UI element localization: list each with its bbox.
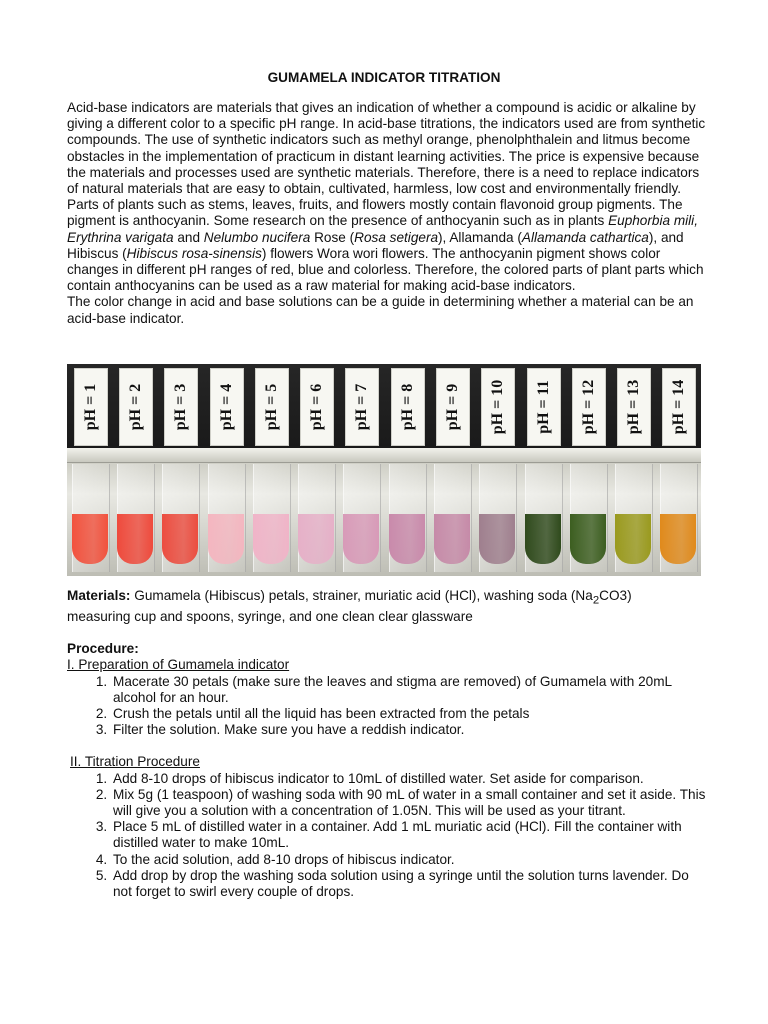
ph-tubes-photo <box>67 364 701 576</box>
ph-label: pH = 4 <box>217 383 235 431</box>
procedure-step: 5. Add drop by drop the washing soda solution using a syringe until the solution turns lavender. Do not forget to swirl every couple of drops. <box>111 868 707 900</box>
ph-label: pH = 7 <box>353 383 371 431</box>
species-name: Nelumbo nucifera <box>203 229 311 245</box>
test-tube <box>341 364 381 576</box>
tube-label <box>572 368 606 446</box>
procedure-step: 2. Mix 5g (1 teaspoon) of washing soda with 90 mL of water in a small container and set it aside. This will give you a solution with a concentration of 1.05N. This will be used as your titrant. <box>111 787 707 819</box>
tube-label <box>164 368 198 446</box>
materials-line-2: measuring cup and spoons, syringe, and one clean clear glassware <box>67 608 473 624</box>
species-name: Euphorbia mili, Erythrina varigata <box>67 213 698 245</box>
introduction <box>67 100 707 327</box>
tube-label <box>119 368 153 446</box>
procedure-step: 3. Filter the solution. Make sure you have a reddish indicator. <box>111 722 707 738</box>
tube-label <box>527 368 561 446</box>
tube-label <box>617 368 651 446</box>
materials-line <box>67 588 707 609</box>
test-tube <box>658 364 698 576</box>
test-tube <box>251 364 291 576</box>
intro-paragraph-3: The color change in acid and base solutions can be a guide in determining whether a material can be an acid-base indicator. <box>67 294 694 326</box>
tube-liquid <box>615 514 651 564</box>
test-tube <box>613 364 653 576</box>
intro-text: Rose ( <box>310 229 355 245</box>
intro-text: Parts of plants such as stems, leaves, fruits, and flowers mostly contain flavonoid group pigments. The pigment is anthocyanin. Some research on the presence of anthocyanin such as in plants <box>67 197 683 229</box>
tube-label <box>391 368 425 446</box>
tube-liquid <box>208 514 244 564</box>
test-tube <box>206 364 246 576</box>
materials-subscript: 2 <box>592 594 600 607</box>
tube-liquid <box>72 514 108 564</box>
test-tube <box>523 364 563 576</box>
ph-label: pH = 11 <box>534 380 552 434</box>
procedure-step: 1. Add 8-10 drops of hibiscus indicator to 10mL of distilled water. Set aside for comparison. <box>111 771 707 787</box>
procedure-step: 3. Place 5 mL of distilled water in a container. Add 1 mL muriatic acid (HCl). Fill the container with distilled water to make 10mL. <box>111 819 707 851</box>
ph-label: pH = 12 <box>579 379 597 435</box>
ph-label: pH = 2 <box>126 383 144 431</box>
intro-paragraph-2 <box>67 197 707 294</box>
test-tube <box>432 364 472 576</box>
test-tube <box>115 364 155 576</box>
spacer <box>67 625 707 641</box>
ph-label: pH = 6 <box>308 383 326 431</box>
species-name: Allamanda cathartica <box>521 229 649 245</box>
tube-liquid <box>253 514 289 564</box>
ph-label: pH = 9 <box>443 383 461 431</box>
preparation-steps <box>67 674 707 739</box>
tube-label <box>210 368 244 446</box>
materials-text: Gumamela (Hibiscus) petals, strainer, muriatic acid (HCl), washing soda (Na <box>130 588 593 603</box>
tube-label <box>74 368 108 446</box>
ph-label: pH = 1 <box>81 383 99 431</box>
test-tube <box>477 364 517 576</box>
test-tube <box>387 364 427 576</box>
test-tube <box>568 364 608 576</box>
materials-text: CO3) <box>599 588 632 603</box>
tube-label <box>255 368 289 446</box>
tube-liquid <box>660 514 696 564</box>
test-tube <box>296 364 336 576</box>
ph-label: pH = 10 <box>489 379 507 435</box>
procedure-label: Procedure: <box>67 641 139 657</box>
ph-label: pH = 3 <box>172 383 190 431</box>
titration-steps <box>67 771 707 901</box>
test-tube <box>70 364 110 576</box>
tube-liquid <box>570 514 606 564</box>
intro-text: ), Allamanda ( <box>438 229 522 245</box>
document-title: GUMAMELA INDICATOR TITRATION <box>267 70 501 85</box>
tube-liquid <box>298 514 334 564</box>
tube-liquid <box>117 514 153 564</box>
ph-label: pH = 14 <box>670 379 688 435</box>
tube-liquid <box>479 514 515 564</box>
procedure-step: 4. To the acid solution, add 8-10 drops of hibiscus indicator. <box>111 852 707 868</box>
tube-liquid <box>162 514 198 564</box>
spacer <box>67 738 707 754</box>
tube-liquid <box>525 514 561 564</box>
ph-label: pH = 5 <box>262 383 280 431</box>
intro-paragraph-1: Acid-base indicators are materials that gives an indication of whether a compound is acidic or alkaline by giving a different color to a specific pH range. In acid-base titrations, the indicators used are from synthetic compounds. The use of synthetic indicators such as methyl orange, phenolphthalein and litmus become obstacles in the implementation of practicum in distant learning activities. The price is expensive because the materials and processes used are synthetic materials. Therefore, there is a need to replace indicators of natural materials that are easy to obtain, cultivated, harmless, low cost and environmentally friendly. <box>67 100 706 197</box>
tube-label <box>481 368 515 446</box>
intro-text: ), and Hibiscus ( <box>67 229 684 261</box>
ph-label: pH = 8 <box>398 383 416 431</box>
species-name: Hibiscus rosa-sinensis <box>126 245 262 261</box>
section-heading-preparation: I. Preparation of Gumamela indicator <box>67 657 290 673</box>
tube-label <box>345 368 379 446</box>
intro-text: ) flowers Wora wori flowers. The anthocyanin pigment shows color changes in different pH ranges of red, blue and colorless. Therefore, the colored parts of plant parts which contain anthocyanins can be used as a raw material for making acid-base indicators. <box>67 245 704 294</box>
procedure-step: 1. Macerate 30 petals (make sure the leaves and stigma are removed) of Gumamela with 20mL alcohol for an hour. <box>111 674 707 706</box>
tube-liquid <box>434 514 470 564</box>
test-tube <box>160 364 200 576</box>
tube-label <box>436 368 470 446</box>
intro-text: and <box>173 229 204 245</box>
materials-and-procedure <box>67 588 707 900</box>
tube-label <box>662 368 696 446</box>
tube-label <box>300 368 334 446</box>
section-heading-titration: II. Titration Procedure <box>70 754 200 770</box>
ph-label: pH = 13 <box>625 379 643 435</box>
species-name: Rosa setigera <box>354 229 439 245</box>
materials-label: Materials: <box>67 588 131 603</box>
procedure-step: 2. Crush the petals until all the liquid has been extracted from the petals <box>111 706 707 722</box>
tube-liquid <box>343 514 379 564</box>
tube-liquid <box>389 514 425 564</box>
